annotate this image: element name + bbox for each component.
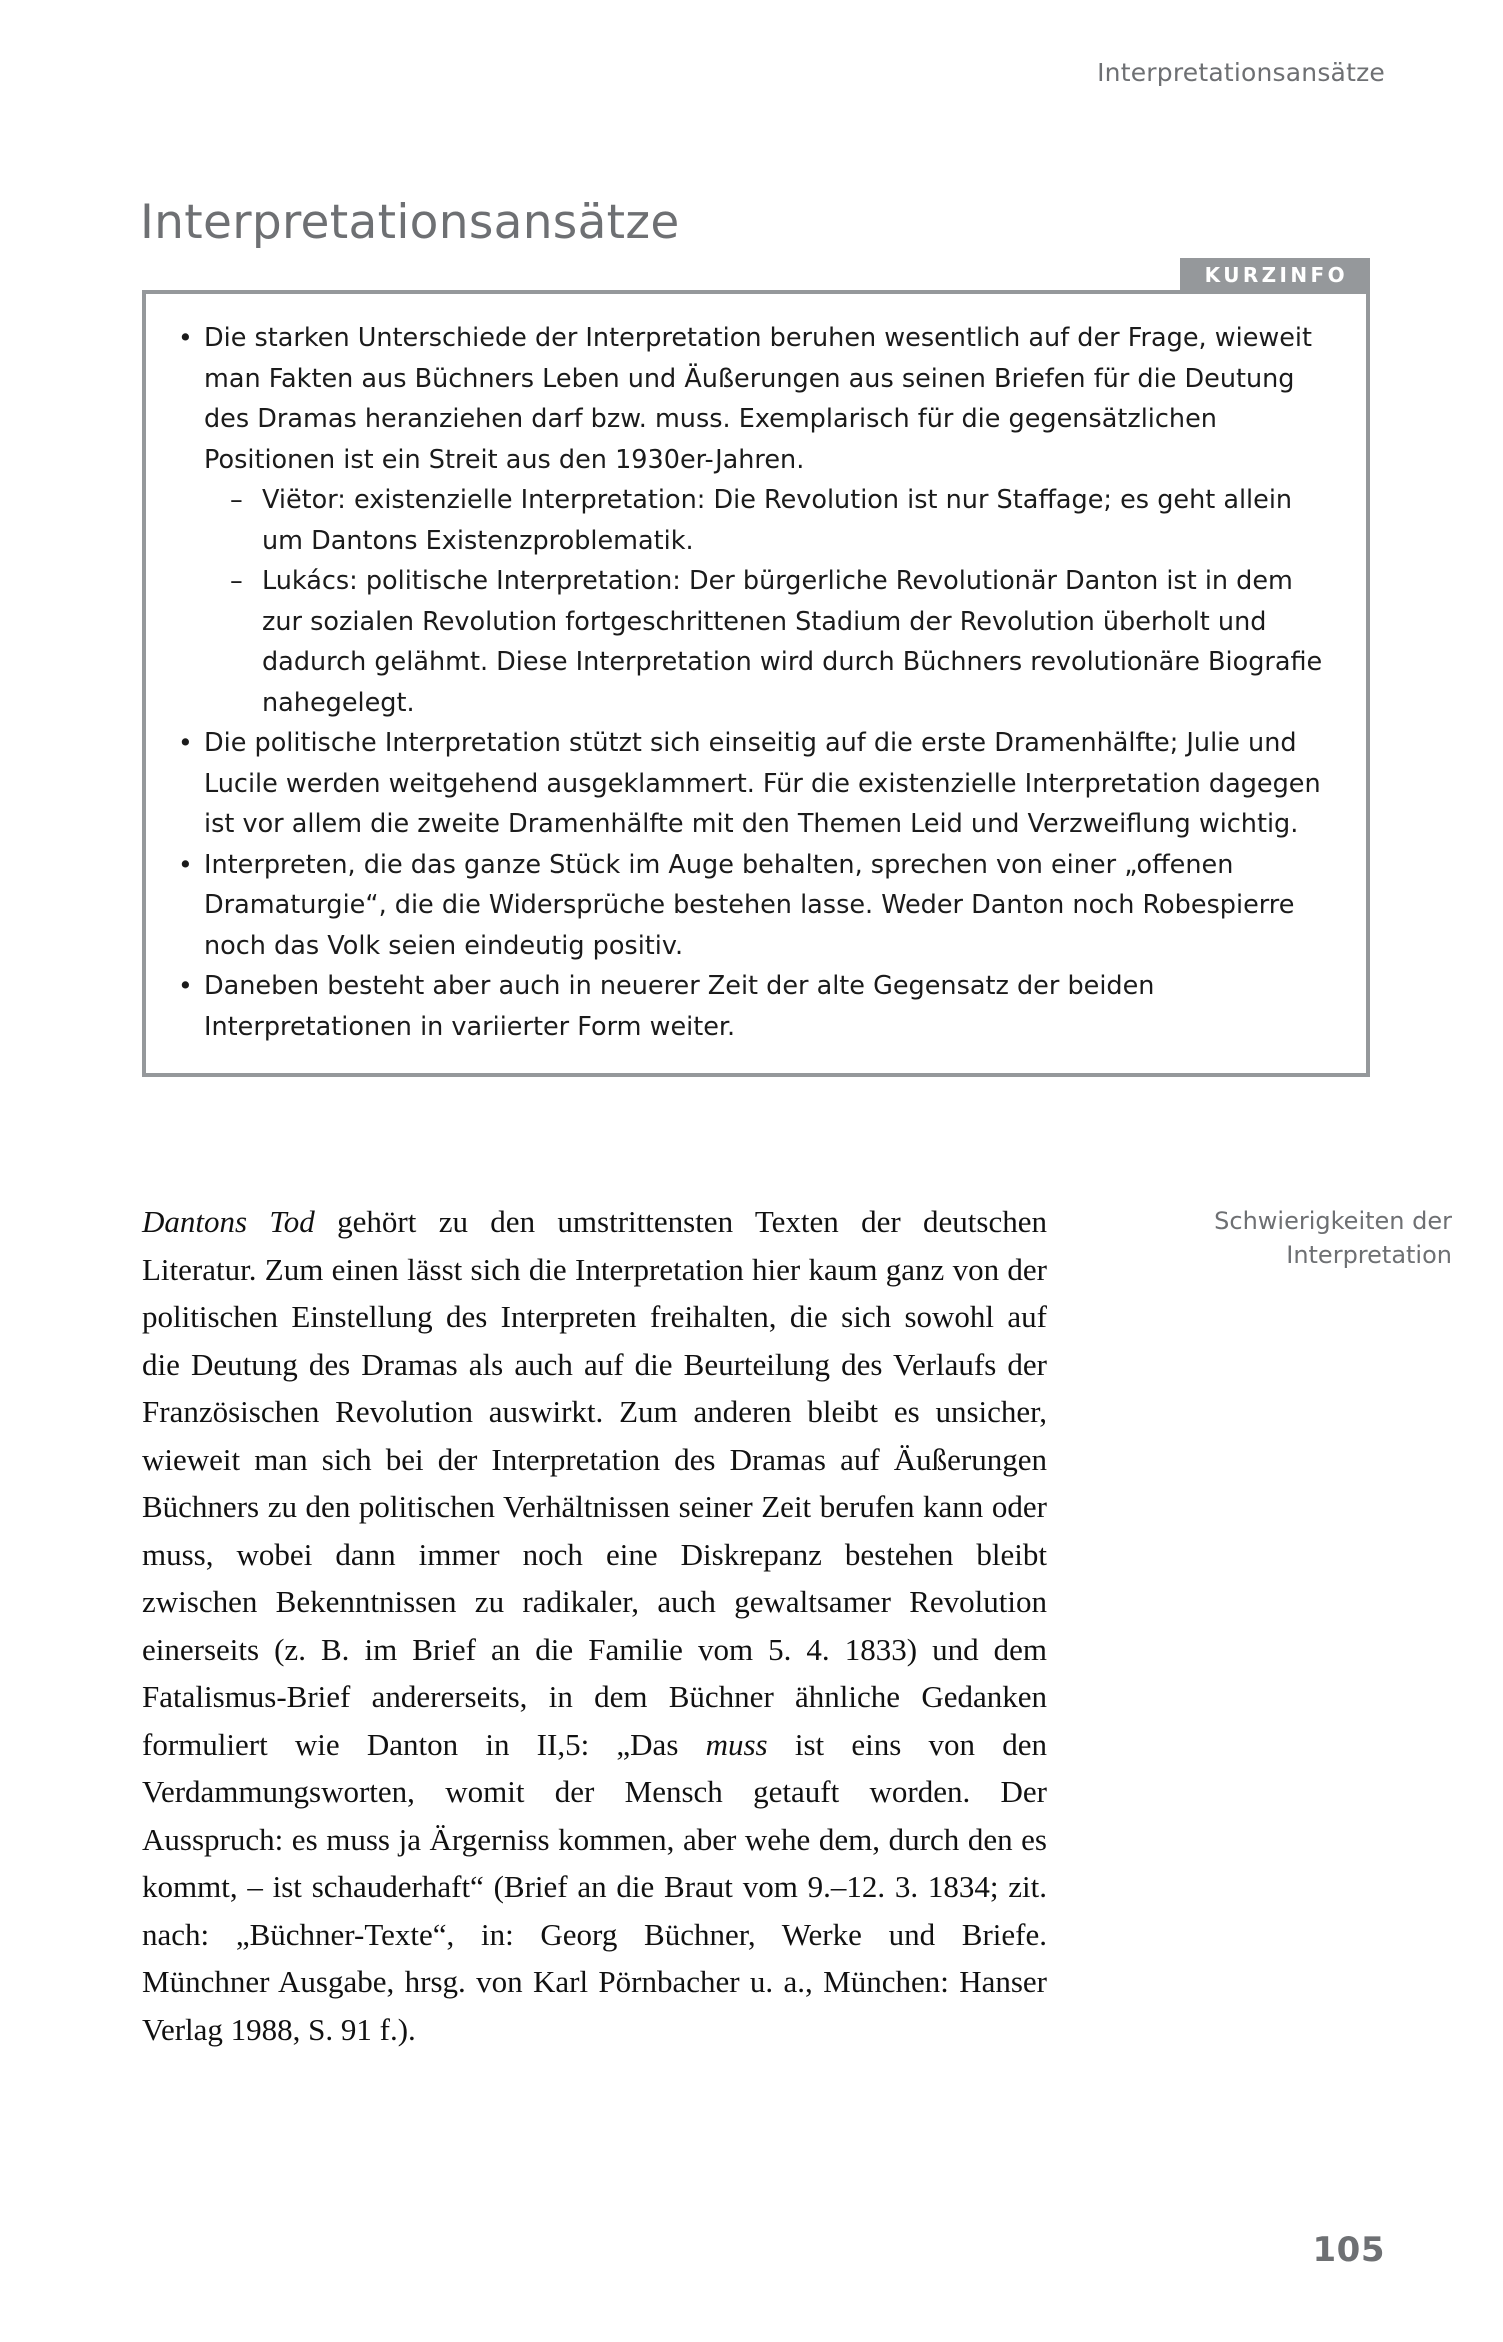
bullet-text: • Interpreten, die das ganze Stück im Auge behalten, sprechen von einer „offenen Dramaturgie“, die die Widersprüche bestehen lasse. Weder Danton noch Robespierre noch das Volk seien eindeutig positiv. [204, 849, 1295, 961]
body-paragraph-part-1: gehört zu den umstrittensten Texten der deutschen Literatur. Zum einen lässt sich die Interpretation hier kaum ganz von der politischen Einstellung des Interpreten freihalten, die sich sowohl auf die Deutung des Dramas als auch auf die Beurteilung des Verlaufs der Französischen Revolution auswirkt. Zum anderen bleibt es unsicher, wieweit man sich bei der Interpretation des Dramas auf Äußerungen Büchners zu den politischen Verhältnissen seiner Zeit berufen kann oder muss, wobei dann immer noch eine Diskrepanz bestehen bleibt zwischen Bekenntnissen zu radikaler, auch gewaltsamer Revolution einerseits (z. B. im Brief an die Familie vom 5. 4. 1833) und dem Fatalismus-Brief andererseits, in dem Büchner ähnliche Gedanken formuliert wie Danton in II,5: „Das [142, 1204, 1047, 1762]
bullet-text: • Die politische Interpretation stützt sich einseitig auf die erste Dramenhälfte; Julie und Lucile werden weitgehend ausgeklammert. Für die existenzielle Interpretation dagegen ist vor allem die zweite Dramenhälfte mit den Themen Leid und Verzweiflung wichtig. [204, 728, 1321, 839]
list-item [170, 723, 1338, 845]
page-number: 105 [1312, 2230, 1385, 2270]
kurzinfo-panel [142, 262, 1370, 1077]
kurzinfo-bullet-list [170, 318, 1338, 1047]
list-item [170, 318, 1338, 723]
emphasis-muss: muss [705, 1726, 768, 1762]
body-column [142, 1198, 1047, 2053]
list-item: – Viëtor: existenzielle Interpretation: Die Revolution ist nur Staffage; es geht allein um Dantons Existenzproblematik. [226, 480, 1338, 561]
body-area [142, 1198, 1452, 2053]
body-paragraph [142, 1198, 1047, 2053]
kurzinfo-box [142, 290, 1370, 1077]
list-item: – Lukács: politische Interpretation: Der bürgerliche Revolutionär Danton ist in dem zur sozialen Revolution fortgeschrittenen Stadium der Revolution überholt und dadurch gelähmt. Diese Interpretation wird durch Büchners revolutionäre Biografie nahegelegt. [226, 561, 1338, 723]
kurzinfo-badge: KURZINFO [1180, 258, 1370, 291]
page-title: Interpretationsansätze [140, 195, 680, 251]
body-paragraph-part-2: ist eins von den Verdammungsworten, womit der Mensch getauft worden. Der Ausspruch: es muss ja Ärgerniss kommen, aber wehe dem, durch den es kommt, – ist schauderhaft“ (Brief an die Braut vom 9.–12. 3. 1834; zit. nach: „Büchner-Texte“, in: Georg Büchner, Werke und Briefe. Münchner Ausgabe, hrsg. von Karl Pörnbacher u. a., München: Hanser Verlag 1988, S. 91 f.). [142, 1726, 1047, 2047]
work-title-italic: Dantons Tod [142, 1204, 315, 1239]
list-item [170, 966, 1338, 1047]
running-header: Interpretationsansätze [1097, 58, 1385, 87]
margin-note: Schwierigkeiten der Interpretation [1214, 1207, 1452, 1269]
bullet-text: • Daneben besteht aber auch in neuerer Zeit der alte Gegensatz der beiden Interpretationen in variierter Form weiter. [204, 971, 1155, 1042]
kurzinfo-sub-list [204, 480, 1338, 723]
bullet-text: • Die starken Unterschiede der Interpretation beruhen wesentlich auf der Frage, wieweit man Fakten aus Büchners Leben und Äußerungen aus seinen Briefen für die Deutung des Dramas heranziehen darf bzw. muss. Exemplarisch für die gegensätzlichen Positionen ist ein Streit aus den 1930er-Jahren. [204, 323, 1313, 475]
list-item [170, 845, 1338, 967]
